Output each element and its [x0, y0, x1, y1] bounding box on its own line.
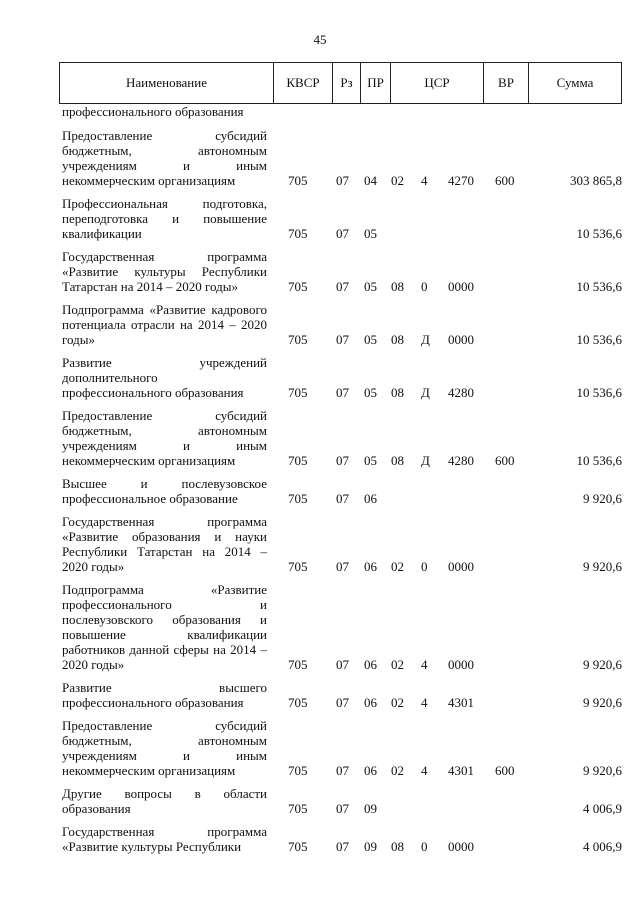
cell-kvsr: 705: [288, 173, 308, 188]
row-name: Высшее и послевузовское профессиональное образование: [62, 476, 267, 506]
cell-pr: 04: [364, 173, 377, 188]
cell-sum: 303 865,8: [570, 173, 622, 188]
cell-sum: 4 006,9: [583, 801, 622, 816]
cell-c2: 4: [421, 695, 428, 710]
cell-rz: 07: [336, 559, 349, 574]
cell-pr: 05: [364, 453, 377, 468]
row-name: Подпрограмма «Развитие кадрового потенциала отрасли на 2014 – 2020 годы»: [62, 302, 267, 347]
header-name: Наименование: [126, 75, 207, 90]
cell-kvsr: 705: [288, 763, 308, 778]
header-sum: Сумма: [528, 63, 621, 103]
header-rz: Рз: [332, 63, 360, 103]
cell-sum: 4 006,9: [583, 839, 622, 854]
table-body: [62, 104, 622, 854]
cell-kvsr: 705: [288, 385, 308, 400]
cell-c1: 08: [391, 332, 404, 347]
cell-pr: 09: [364, 839, 377, 854]
cell-c2: 4: [421, 763, 428, 778]
cell-rz: 07: [336, 695, 349, 710]
table-row: [62, 302, 622, 347]
cell-sum: 10 536,6: [576, 453, 622, 468]
row-name: Государственная программа «Развитие культуры Республики: [62, 824, 267, 854]
cell-c1: 02: [391, 657, 404, 672]
cell-rz: 07: [336, 226, 349, 241]
row-name: Профессиональная подготовка, переподготовка и повышение квалификации: [62, 196, 267, 241]
cell-kvsr: 705: [288, 839, 308, 854]
cell-pr: 09: [364, 801, 377, 816]
row-name: Другие вопросы в области образования: [62, 786, 267, 816]
cell-c3: 0000: [448, 559, 474, 574]
row-name: Предоставление субсидий бюджетным, автономным учреждениям и иным некоммерческим организациям: [62, 718, 267, 778]
cell-kvsr: 705: [288, 801, 308, 816]
cell-c1: 02: [391, 559, 404, 574]
table-row: [62, 718, 622, 778]
cell-rz: 07: [336, 332, 349, 347]
cell-kvsr: 705: [288, 226, 308, 241]
cell-c2: 4: [421, 657, 428, 672]
cell-sum: 10 536,6: [576, 332, 622, 347]
table-row: [62, 514, 622, 574]
cell-pr: 06: [364, 657, 377, 672]
cell-sum: 9 920,6: [583, 491, 622, 506]
cell-c2: 0: [421, 279, 428, 294]
table-header: [59, 62, 622, 104]
cell-c3: 0000: [448, 839, 474, 854]
cell-pr: 06: [364, 559, 377, 574]
cell-pr: 05: [364, 385, 377, 400]
cell-c3: 4301: [448, 695, 474, 710]
cell-c2: Д: [421, 332, 430, 347]
cell-pr: 05: [364, 332, 377, 347]
cell-c1: 08: [391, 453, 404, 468]
cell-vr: 600: [495, 763, 515, 778]
cell-rz: 07: [336, 763, 349, 778]
cell-sum: 9 920,6: [583, 695, 622, 710]
cell-kvsr: 705: [288, 332, 308, 347]
table-row: [62, 680, 622, 710]
cell-rz: 07: [336, 839, 349, 854]
cell-vr: 600: [495, 453, 515, 468]
cell-vr: 600: [495, 173, 515, 188]
cell-rz: 07: [336, 657, 349, 672]
cell-kvsr: 705: [288, 695, 308, 710]
cell-c1: 02: [391, 763, 404, 778]
cell-c1: 08: [391, 385, 404, 400]
row-name: Предоставление субсидий бюджетным, автономным учреждениям и иным некоммерческим организациям: [62, 128, 267, 188]
cell-c2: 0: [421, 839, 428, 854]
table-row: [62, 408, 622, 468]
row-name: Государственная программа «Развитие образования и науки Республики Татарстан на 2014 – 2020 годы»: [62, 514, 267, 574]
cell-rz: 07: [336, 173, 349, 188]
header-pr: ПР: [360, 63, 390, 103]
cell-c1: 02: [391, 695, 404, 710]
cell-pr: 06: [364, 491, 377, 506]
cell-pr: 05: [364, 226, 377, 241]
table-row: [62, 582, 622, 672]
row-name: Развитие высшего профессионального образования: [62, 680, 267, 710]
page-number: 45: [313, 32, 327, 47]
cell-rz: 07: [336, 801, 349, 816]
row-name: Развитие учреждений дополнительного профессионального образования: [62, 355, 267, 400]
cell-c3: 0000: [448, 657, 474, 672]
cell-c3: 4301: [448, 763, 474, 778]
continuation-text: профессионального образования: [62, 104, 244, 119]
header-vr: ВР: [483, 63, 528, 103]
header-kvsr: КВСР: [273, 63, 332, 103]
table-row: [62, 128, 622, 188]
table-row: [62, 476, 622, 506]
cell-rz: 07: [336, 491, 349, 506]
cell-sum: 9 920,6: [583, 763, 622, 778]
cell-sum: 9 920,6: [583, 657, 622, 672]
cell-c2: 4: [421, 173, 428, 188]
cell-rz: 07: [336, 453, 349, 468]
table-row: [62, 824, 622, 854]
cell-c2: Д: [421, 453, 430, 468]
row-name: Предоставление субсидий бюджетным, автономным учреждениям и иным некоммерческим организациям: [62, 408, 267, 468]
cell-sum: 10 536,6: [576, 226, 622, 241]
row-name: Подпрограмма «Развитие профессионального и послевузовского образования и повышение квалификации работников данной сферы на 2014 – 2020 годы»: [62, 582, 267, 672]
cell-sum: 10 536,6: [576, 385, 622, 400]
cell-c1: 08: [391, 279, 404, 294]
row-name: Государственная программа «Развитие культуры Республики Татарстан на 2014 – 2020 годы»: [62, 249, 267, 294]
table-row: [62, 355, 622, 400]
table-row: [62, 249, 622, 294]
cell-kvsr: 705: [288, 491, 308, 506]
cell-kvsr: 705: [288, 279, 308, 294]
cell-c3: 4280: [448, 453, 474, 468]
cell-pr: 06: [364, 763, 377, 778]
cell-kvsr: 705: [288, 559, 308, 574]
cell-c2: 0: [421, 559, 428, 574]
cell-sum: 9 920,6: [583, 559, 622, 574]
cell-rz: 07: [336, 279, 349, 294]
cell-c3: 0000: [448, 332, 474, 347]
cell-c2: Д: [421, 385, 430, 400]
header-csr: ЦСР: [390, 63, 483, 103]
cell-c3: 4270: [448, 173, 474, 188]
cell-rz: 07: [336, 385, 349, 400]
cell-pr: 05: [364, 279, 377, 294]
cell-sum: 10 536,6: [576, 279, 622, 294]
cell-pr: 06: [364, 695, 377, 710]
cell-kvsr: 705: [288, 453, 308, 468]
cell-kvsr: 705: [288, 657, 308, 672]
cell-c1: 08: [391, 839, 404, 854]
table-row: [62, 786, 622, 816]
table-row: [62, 196, 622, 241]
cell-c3: 4280: [448, 385, 474, 400]
cell-c3: 0000: [448, 279, 474, 294]
cell-c1: 02: [391, 173, 404, 188]
